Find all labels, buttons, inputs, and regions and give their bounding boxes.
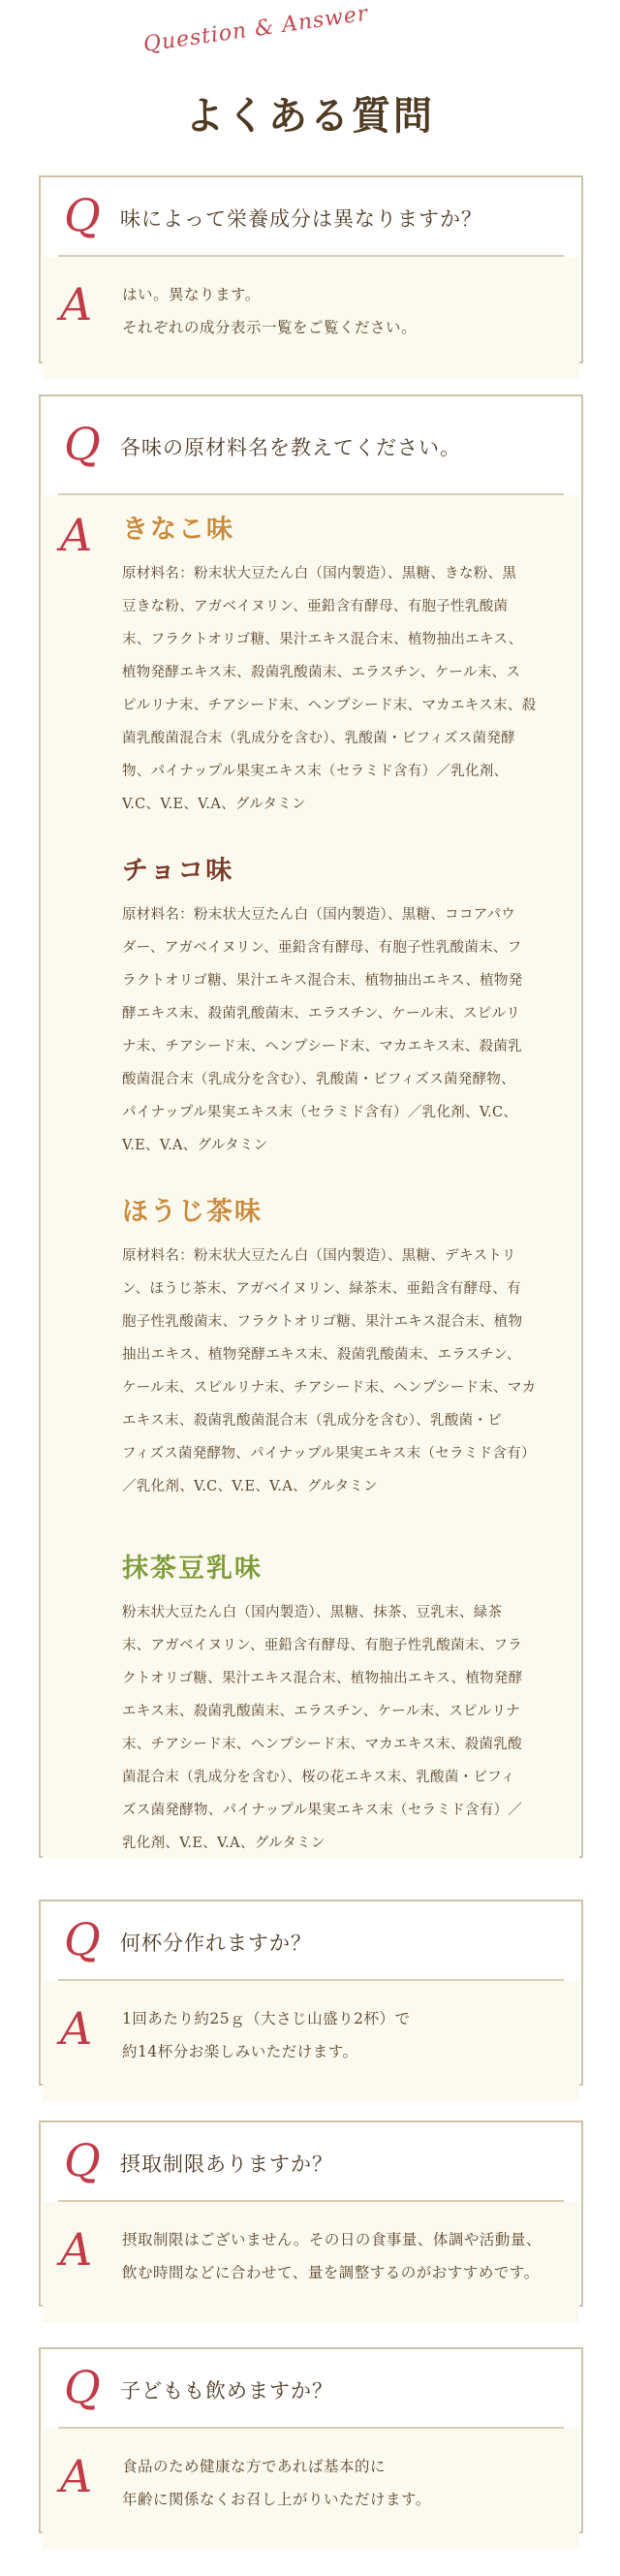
ingredient-line: 粉末状大豆たん白（国内製造）、黒糖、抹茶、豆乳末、緑茶 — [122, 1605, 503, 1620]
answer-line: 食品のため健康な方であれば基本的に — [122, 2458, 387, 2475]
q-mark-icon: Q — [64, 2134, 101, 2186]
ingredient-line: 原材料名：粉末状大豆たん白（国内製造）、黒糖、デキストリ — [122, 1248, 516, 1264]
ingredient-line: ピルリナ末、チアシード末、ヘンプシード末、マカエキス末、殺 — [122, 698, 537, 713]
flavor-matcha-soymilk — [122, 1548, 546, 1860]
flavor-name: ほうじ茶味 — [122, 1197, 263, 1227]
ingredient-line: ズス菌発酵物、パイナップル果実エキス末（セラミド含有）／ — [122, 1803, 523, 1818]
ingredient-line: フィズス菌発酵物、パイナップル果実エキス末（セラミド含有） — [122, 1446, 536, 1461]
a-mark-icon: A — [60, 509, 93, 561]
q-mark-icon: Q — [64, 2361, 101, 2413]
ingredient-line: エキス末、殺菌乳酸菌混合末（乳成分を含む）、乳酸菌・ビ — [122, 1413, 503, 1429]
ingredient-line: クトオリゴ糖、果汁エキス混合末、植物抽出エキス、植物発酵 — [122, 1671, 523, 1686]
question-text: 味によって栄養成分は異なりますか？ — [120, 207, 482, 231]
ingredient-line: 酵エキス末、殺菌乳酸菌末、エラスチン、ケール末、スピルリ — [122, 1006, 521, 1021]
header-subtitle: Question & Answer — [141, 1, 370, 57]
q-mark-icon: Q — [64, 1913, 101, 1965]
ingredient-line: 豆きな粉、アガベイヌリン、亜鉛含有酵母、有胞子性乳酸菌 — [122, 599, 509, 614]
ingredient-line: 菌混合末（乳成分を含む）、桜の花エキス末、乳酸菌・ビフィ — [122, 1770, 515, 1785]
faq-answer — [43, 2429, 579, 2549]
flavor-houjicha — [122, 1191, 546, 1503]
answer-line: はい。異なります。 — [122, 286, 261, 303]
q-mark-icon: Q — [64, 418, 101, 470]
question-text: 摂取制限ありますか？ — [120, 2152, 333, 2176]
ingredient-line: 菌乳酸菌混合末（乳成分を含む）、乳酸菌・ビフィズス菌発酵 — [122, 731, 515, 746]
faq-question — [58, 2349, 564, 2429]
answer-line: 年齢に関係なくお召し上がりいただけます。 — [122, 2491, 431, 2508]
flavor-name: 抹茶豆乳味 — [122, 1554, 263, 1584]
faq-question — [58, 177, 564, 257]
faq-item-ingredients — [39, 394, 583, 1858]
a-mark-icon: A — [60, 2223, 93, 2276]
ingredient-line: 末、アガベイヌリン、亜鉛含有酵母、有胞子性乳酸菌末、フラ — [122, 1638, 523, 1653]
question-text: 何杯分作れますか？ — [120, 1932, 312, 1955]
flavor-choco — [122, 850, 546, 1162]
flavor-name: チョコ味 — [122, 856, 234, 886]
ingredient-line: 酸菌混合末（乳成分を含む）、乳酸菌・ビフィズス菌発酵物、 — [122, 1072, 515, 1087]
flavor-name: きなこ味 — [122, 515, 234, 545]
ingredient-line: 物、パイナップル果実エキス末（セラミド含有）／乳化剤、 — [122, 764, 509, 779]
faq-item-children — [39, 2347, 583, 2533]
ingredient-line: ダー、アガベイヌリン、亜鉛含有酵母、有胞子性乳酸菌末、フ — [122, 940, 522, 956]
flavor-kinako — [122, 509, 546, 821]
question-text: 子どもも飲めますか？ — [120, 2379, 333, 2403]
page-title: よくある質問 — [185, 93, 435, 139]
a-mark-icon: A — [60, 2450, 93, 2502]
faq-item-intake-limit — [39, 2120, 583, 2307]
ingredient-line: ／乳化剤、V.C、V.E、V.A、グルタミン — [122, 1479, 378, 1494]
q-mark-icon: Q — [64, 189, 101, 241]
ingredient-line: ナ末、チアシード末、ヘンプシード末、マカエキス末、殺菌乳 — [122, 1039, 522, 1054]
a-mark-icon: A — [60, 278, 93, 330]
answer-line: それぞれの成分表示一覧をご覧ください。 — [122, 319, 418, 336]
ingredient-line: 末、チアシード末、ヘンプシード末、マカエキス末、殺菌乳酸 — [122, 1737, 522, 1752]
ingredient-line: V.E、V.A、グルタミン — [122, 1138, 268, 1153]
ingredient-line: エキス末、殺菌乳酸菌末、エラスチン、ケール末、スピルリナ — [122, 1704, 520, 1719]
faq-answer — [43, 2202, 579, 2322]
answer-line: 飲む時間などに合わせて、量を調整するのがおすすめです。 — [122, 2264, 540, 2281]
ingredient-line: V.C、V.E、V.A、グルタミン — [122, 797, 306, 812]
faq-item-servings — [39, 1900, 583, 2086]
ingredient-line: ラクトオリゴ糖、果汁エキス混合末、植物抽出エキス、植物発 — [122, 973, 523, 989]
ingredient-line: 原材料名：粉末状大豆たん白（国内製造）、黒糖、きな粉、黒 — [122, 566, 517, 581]
ingredient-line: 原材料名：粉末状大豆たん白（国内製造）、黒糖、ココアパウ — [122, 907, 515, 923]
ingredient-line: 抽出エキス、植物発酵エキス末、殺菌乳酸菌末、エラスチン、 — [122, 1347, 521, 1363]
answer-line: 摂取制限はございません。その日の食事量、体調や活動量、 — [122, 2231, 542, 2248]
faq-answer — [43, 257, 579, 379]
faq-answer — [43, 1981, 579, 2101]
ingredient-line: 胞子性乳酸菌末、フラクトオリゴ糖、果汁エキス混合末、植物 — [122, 1314, 523, 1330]
faq-item-nutrition — [39, 175, 583, 363]
question-text: 各味の原材料名を教えてください。 — [120, 436, 461, 459]
faq-question — [58, 1901, 564, 1981]
ingredient-line: 末、フラクトオリゴ糖、果汁エキス混合末、植物抽出エキス、 — [122, 632, 523, 647]
ingredient-line: 植物発酵エキス末、殺菌乳酸菌末、エラスチン、ケール末、ス — [122, 665, 521, 680]
ingredient-line: ケール末、スピルリナ末、チアシード末、ヘンプシード末、マカ — [122, 1380, 537, 1396]
ingredient-line: ン、ほうじ茶末、アガベイヌリン、緑茶末、亜鉛含有酵母、有 — [122, 1281, 521, 1297]
faq-question — [58, 2122, 564, 2202]
faq-answer — [43, 495, 579, 1858]
ingredient-line: パイナップル果実エキス末（セラミド含有）／乳化剤、V.C、 — [122, 1105, 518, 1120]
a-mark-icon: A — [60, 2002, 93, 2055]
faq-header — [0, 0, 620, 155]
answer-line: 1回あたり約25ｇ（大さじ山盛り2杯）で — [122, 2010, 411, 2027]
faq-question — [58, 396, 564, 495]
ingredient-line: 乳化剤、V.E、V.A、グルタミン — [122, 1836, 326, 1851]
answer-line: 約14杯分お楽しみいただけます。 — [122, 2043, 358, 2060]
